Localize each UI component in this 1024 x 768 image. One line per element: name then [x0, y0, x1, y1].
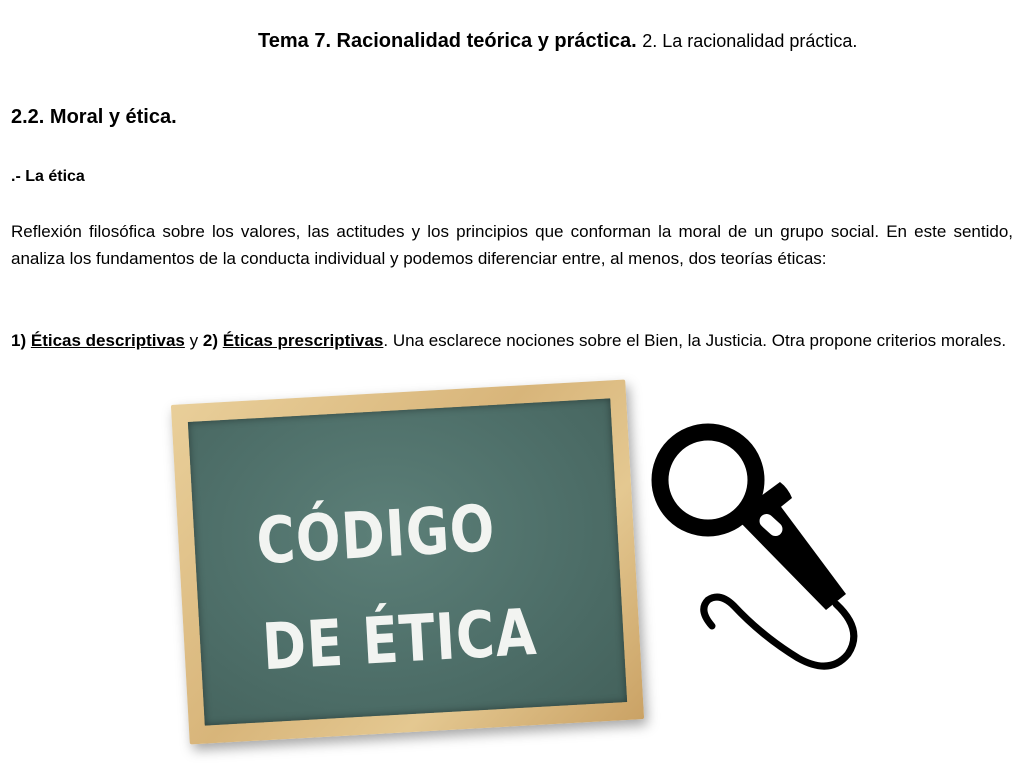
connector-text: y — [189, 331, 199, 350]
chalkboard-line-1: CÓDIGO — [254, 492, 498, 580]
term-prescriptive-ethics: Éticas prescriptivas — [222, 331, 384, 350]
chalkboard-surface — [188, 398, 627, 725]
chalkboard-image — [171, 380, 644, 745]
header-subtitle: 2. La racionalidad práctica. — [642, 31, 858, 51]
slide-header — [258, 30, 857, 53]
item-number-2: 2) — [202, 331, 218, 350]
item-number-1: 1) — [11, 331, 27, 350]
chalkboard-line-2: DE ÉTICA — [260, 595, 539, 686]
theories-explanation: . Una esclarece nociones sobre el Bien, la Justicia. Otra propone criterios morales. — [383, 331, 1007, 350]
section-title: 2.2. Moral y ética. — [11, 106, 177, 128]
microphone-icon — [650, 418, 870, 678]
subheading: .- La ética — [11, 168, 85, 185]
term-descriptive-ethics: Éticas descriptivas — [30, 331, 185, 350]
header-title: Tema 7. Racionalidad teórica y práctica. — [258, 30, 637, 52]
definition-paragraph: Reflexión filosófica sobre los valores, las actitudes y los principios que conforman la moral de un grupo social. En este sentido, analiza los fundamentos de la conducta individual y podemos diferenciar entre, al menos, dos teorías éticas: — [11, 222, 1013, 268]
theories-paragraph — [11, 327, 1013, 354]
